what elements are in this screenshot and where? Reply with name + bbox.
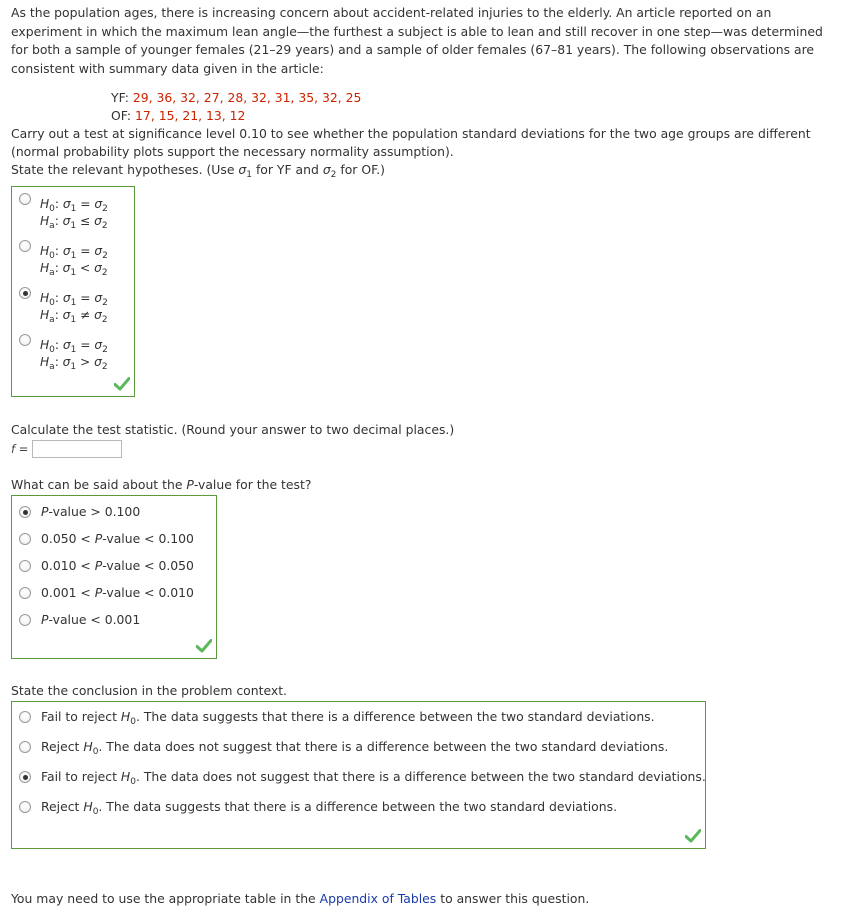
conclusion-option-label: Fail to reject $H_0$. The data suggests that there is a difference between the two standard deviations.: [41, 709, 655, 727]
hypothesis-option-radio[interactable]: [19, 240, 31, 252]
null-hypothesis: $H_0$: $\sigma_1 = \sigma_2$: [40, 244, 108, 261]
appendix-link[interactable]: Appendix of Tables: [319, 891, 437, 906]
hypothesis-option-radio[interactable]: [19, 334, 31, 346]
f-label: f =: [11, 442, 29, 456]
pvalue-option-label: 0.010 < P-value < 0.050: [41, 558, 194, 573]
hypotheses-prompt: State the relevant hypotheses. (Use $\sigma_1$ for YF and $\sigma_2$ for OF.): [11, 162, 385, 180]
pvalue-option-label: P-value < 0.001: [41, 612, 141, 627]
pvalue-option-label: 0.001 < P-value < 0.010: [41, 585, 194, 600]
alternative-hypothesis: $H_a$: $\sigma_1 \ne \sigma_2$: [40, 308, 108, 325]
conclusion-option-radio[interactable]: [19, 801, 31, 813]
of-data: OF: 17, 15, 21, 13, 12: [111, 108, 246, 123]
conclusion-option-radio[interactable]: [19, 711, 31, 723]
test-instruction-2: (normal probability plots support the necessary normality assumption).: [11, 144, 454, 159]
pvalue-prompt: What can be said about the P-value for the test?: [11, 477, 312, 492]
pvalue-option-radio[interactable]: [19, 533, 31, 545]
yf-values: 29, 36, 32, 27, 28, 32, 31, 35, 32, 25: [132, 90, 362, 105]
pvalue-option-radio[interactable]: [19, 506, 31, 518]
footer-note: You may need to use the appropriate table in the Appendix of Tables to answer this question.: [11, 891, 590, 906]
conclusion-prompt: State the conclusion in the problem context.: [11, 683, 287, 698]
conclusion-option-label: Reject $H_0$. The data does not suggest that there is a difference between the two standard deviations.: [41, 739, 669, 757]
test-instruction: Carry out a test at significance level 0.10 to see whether the population standard deviations for the two age groups are different: [11, 126, 811, 141]
checkmark-icon: [196, 639, 212, 653]
alternative-hypothesis: $H_a$: $\sigma_1 \le \sigma_2$: [40, 214, 108, 231]
test-statistic-prompt: Calculate the test statistic. (Round your answer to two decimal places.): [11, 422, 455, 437]
null-hypothesis: $H_0$: $\sigma_1 = \sigma_2$: [40, 197, 108, 214]
conclusion-option-radio[interactable]: [19, 771, 31, 783]
pvalue-option-radio[interactable]: [19, 614, 31, 626]
null-hypothesis: $H_0$: $\sigma_1 = \sigma_2$: [40, 338, 108, 355]
of-values: 17, 15, 21, 13, 12: [135, 108, 246, 123]
null-hypothesis: $H_0$: $\sigma_1 = \sigma_2$: [40, 291, 108, 308]
alternative-hypothesis: $H_a$: $\sigma_1 < \sigma_2$: [40, 261, 108, 278]
checkmark-icon: [114, 377, 130, 391]
pvalue-option-label: 0.050 < P-value < 0.100: [41, 531, 194, 546]
alternative-hypothesis: $H_a$: $\sigma_1 > \sigma_2$: [40, 355, 108, 372]
pvalue-option-radio[interactable]: [19, 560, 31, 572]
checkmark-icon: [685, 829, 701, 843]
conclusion-option-label: Fail to reject $H_0$. The data does not suggest that there is a difference between the two standard deviations.: [41, 769, 706, 787]
pvalue-option-radio[interactable]: [19, 587, 31, 599]
problem-intro: As the population ages, there is increasing concern about accident-related injuries to the elderly. An article reported on an experiment in which the maximum lean angle—the furthest a subject is able to lean and still recover in one step—was determined for both a sample of younger females (21–29 years) and a sample of older females (67–81 years). The following observations are consistent with summary data given in the article:: [11, 5, 823, 76]
pvalue-option-label: P-value > 0.100: [41, 504, 141, 519]
hypothesis-option-radio[interactable]: [19, 287, 31, 299]
hypothesis-option-radio[interactable]: [19, 193, 31, 205]
test-statistic-input[interactable]: [32, 440, 122, 458]
conclusion-option-radio[interactable]: [19, 741, 31, 753]
conclusion-option-label: Reject $H_0$. The data suggests that there is a difference between the two standard deviations.: [41, 799, 618, 817]
yf-data: YF: 29, 36, 32, 27, 28, 32, 31, 35, 32, 25: [111, 90, 362, 105]
